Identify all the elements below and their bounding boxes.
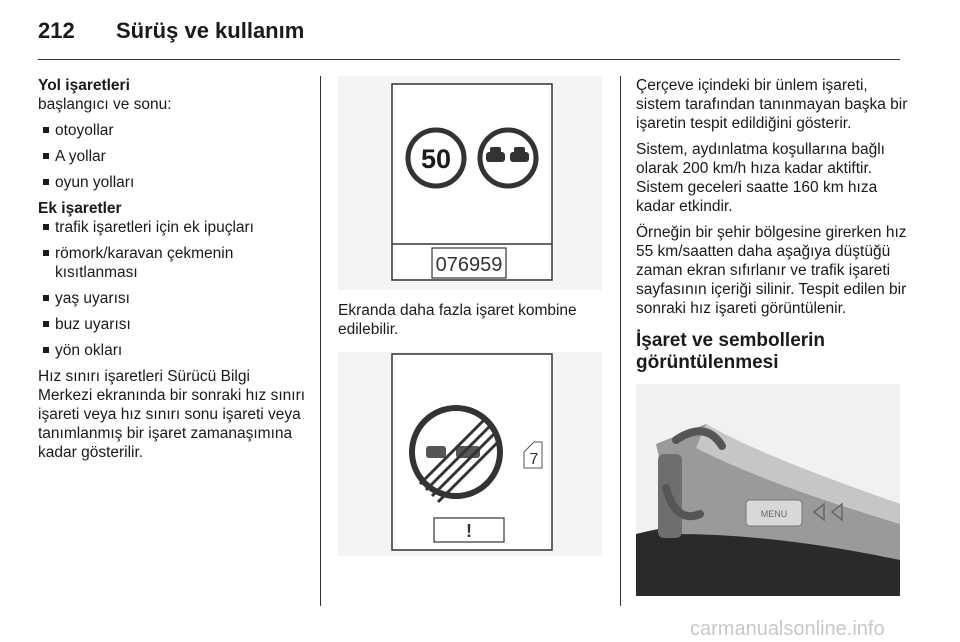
column-left: [38, 76, 308, 469]
figure-sign-display-1: [338, 76, 602, 290]
sign-display-illustration-2: [338, 352, 602, 556]
side-label: 7: [529, 451, 539, 468]
road-type-list: [38, 121, 308, 192]
page-number: 212: [38, 18, 75, 43]
column-divider-2: [620, 76, 621, 606]
intro-text: başlangıcı ve sonu:: [38, 96, 172, 113]
watermark: carmanualsonline.info: [690, 618, 885, 640]
heading-road-signs: Yol işaretleri: [38, 77, 130, 94]
figure-sign-display-2: [338, 352, 602, 556]
paragraph-1: Çerçeve içindeki bir ünlem işareti, sistem tarafından tanınmayan başka bir işaretin tespit edildiğini gösterir.: [636, 77, 908, 132]
heading-additional-signs: Ek işaretler: [38, 200, 122, 217]
list-item: yaş uyarısı: [38, 289, 308, 308]
paragraph-2: Sistem, aydınlatma koşullarına bağlı olarak 200 km/h hıza kadar aktiftir. Sistem geceleri saatte 160 km hıza kadar etkindir.: [636, 141, 885, 215]
page-title: Sürüş ve kullanım: [116, 18, 305, 43]
list-item: A yollar: [38, 147, 308, 166]
unrecognized-sign-label: !: [466, 521, 472, 541]
body-paragraph: Hız sınırı işaretleri Sürücü Bilgi Merkezi ekranında bir sonraki hız sınırı işareti veya hız sınırı sonu işareti veya tanımlanmış bir işaret zamanaşımına kadar gösterilir.: [38, 368, 306, 461]
menu-button-label: MENU: [760, 509, 788, 519]
sign-display-illustration-1: [338, 76, 602, 290]
column-right: [636, 76, 908, 374]
list-item: oyun yolları: [38, 173, 308, 192]
header-rule: [38, 59, 900, 60]
column-divider-1: [320, 76, 321, 606]
steering-column-stalk-illustration: [636, 384, 900, 596]
additional-signs-list: [38, 218, 308, 360]
list-item: otoyollar: [38, 121, 308, 140]
speed-limit-value: 50: [420, 144, 452, 174]
list-item: buz uyarısı: [38, 315, 308, 334]
list-item: römork/karavan çekmenin kısıtlanması: [38, 244, 308, 282]
caption-text: Ekranda daha fazla işaret kombine edilebilir.: [338, 302, 577, 338]
list-item: trafik işaretleri için ek ipuçları: [38, 218, 308, 237]
speed-limit-sign: [408, 130, 464, 186]
figure-stalk-photo: [636, 384, 900, 596]
page-header: [38, 18, 304, 48]
paragraph-3: Örneğin bir şehir bölgesine girerken hız 55 km/saatten daha aşağıya düştüğü zaman ekran sıfırlanır ve trafik işareti sayfasının içeriği silinir. Tespit edilen bir sonraki hız işareti görüntülenir.: [636, 224, 907, 317]
sign-code-label: 076959: [435, 254, 503, 276]
list-item: yön okları: [38, 341, 308, 360]
column-middle-caption: [338, 301, 610, 346]
no-overtaking-sign: [480, 130, 536, 186]
section-title: İşaret ve sembollerin görüntülenmesi: [636, 330, 826, 373]
